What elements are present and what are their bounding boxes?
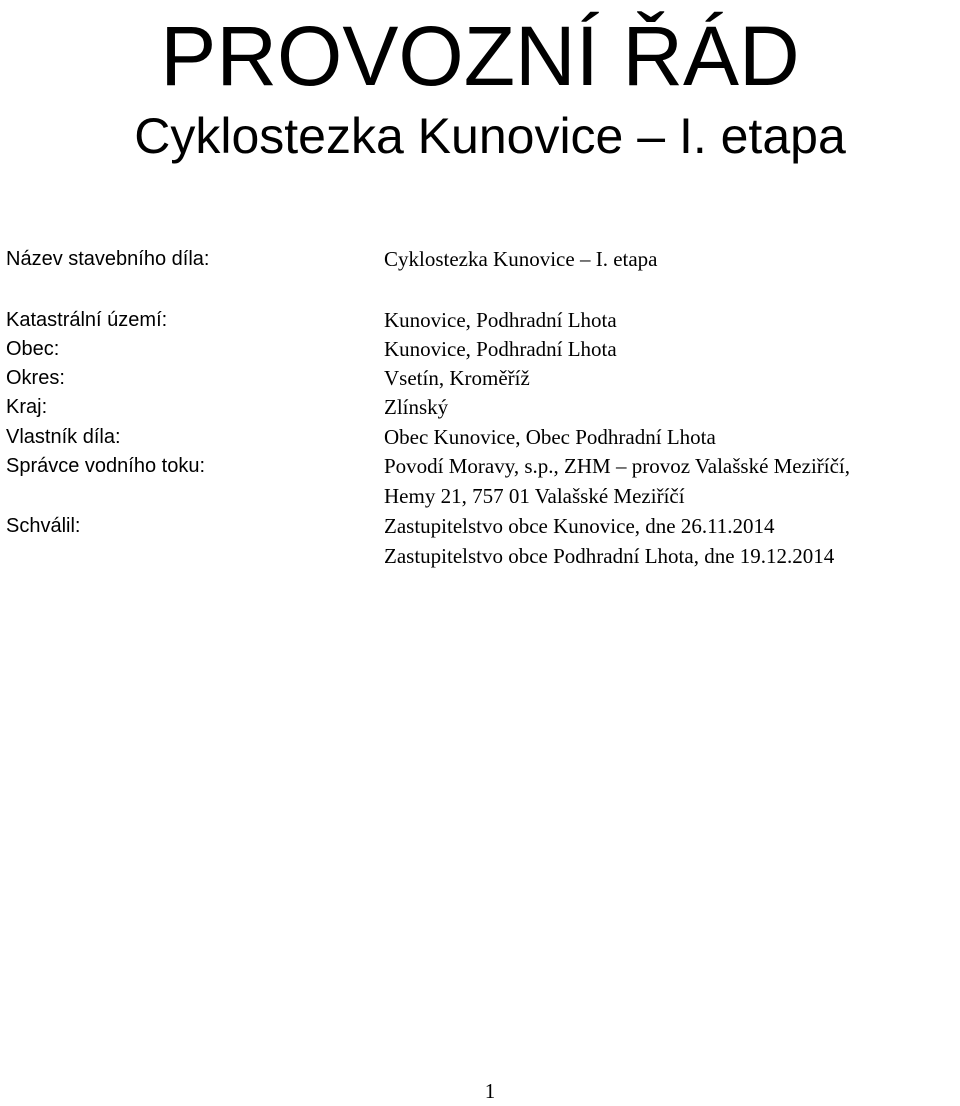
- document-title: PROVOZNÍ ŘÁD: [160, 9, 800, 103]
- field-row-okres: [0, 363, 960, 393]
- field-value-vlastnik: Obec Kunovice, Obec Podhradní Lhota: [384, 425, 716, 449]
- field-row-schvalil: [0, 511, 960, 541]
- field-value-okres: Vsetín, Kroměříž: [384, 366, 530, 390]
- field-label-kraj: Kraj:: [6, 396, 48, 418]
- field-label-spravce: Správce vodního toku:: [6, 455, 206, 477]
- field-value-spravce-line1: Povodí Moravy, s.p., ZHM – provoz Valašské Meziříčí,: [384, 454, 851, 478]
- field-label-okres: Okres:: [6, 367, 65, 389]
- field-row-kraj: [0, 392, 960, 422]
- field-value-spravce-line2: Hemy 21, 757 01 Valašské Meziříčí: [384, 484, 685, 508]
- field-value-nazev: Cyklostezka Kunovice – I. etapa: [384, 247, 658, 271]
- field-label-vlastnik: Vlastník díla:: [6, 426, 121, 448]
- field-value-obec: Kunovice, Podhradní Lhota: [384, 337, 617, 361]
- field-value-schvalil-line1: Zastupitelstvo obce Kunovice, dne 26.11.2014: [384, 514, 775, 538]
- field-row-nazev: [0, 244, 960, 274]
- field-label-schvalil: Schválil:: [6, 515, 81, 537]
- field-row-obec: [0, 334, 960, 364]
- field-value-schvalil-line2: Zastupitelstvo obce Podhradní Lhota, dne 19.12.2014: [384, 544, 835, 568]
- field-label-katastr: Katastrální území:: [6, 309, 168, 331]
- field-label-obec: Obec:: [6, 338, 60, 360]
- field-label-nazev: Název stavebního díla:: [6, 248, 210, 270]
- page-number: 1: [484, 1079, 496, 1103]
- document-subtitle: Cyklostezka Kunovice – I. etapa: [134, 108, 846, 164]
- field-row-vlastnik: [0, 422, 960, 452]
- field-value-katastr: Kunovice, Podhradní Lhota: [384, 308, 617, 332]
- field-row-spravce-cont: [0, 481, 960, 511]
- field-value-kraj: Zlínský: [384, 395, 449, 419]
- field-row-schvalil-cont: [0, 541, 960, 571]
- field-row-spravce: [0, 451, 960, 481]
- field-row-katastr: [0, 305, 960, 335]
